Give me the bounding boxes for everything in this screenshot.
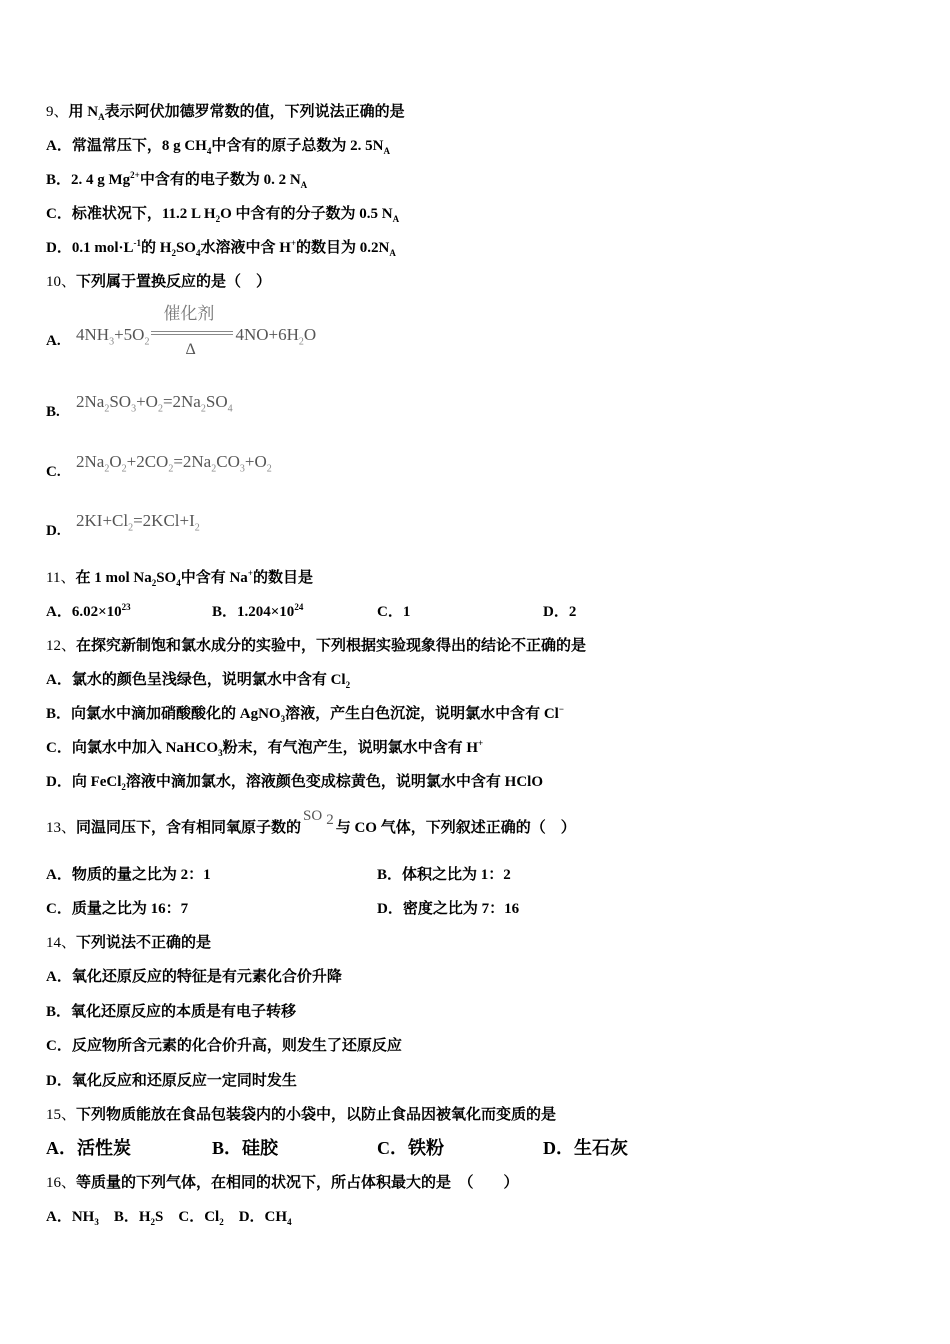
- text-segment: 9、: [46, 104, 69, 120]
- document-line: [46, 1036, 402, 1056]
- document-line: [46, 272, 271, 292]
- text-segment: A．常温常压下，8 g CH: [46, 138, 207, 154]
- text-segment: D．生石灰: [543, 1138, 628, 1158]
- text-segment: D．密度之比为 7：16: [377, 901, 520, 917]
- text-segment: S C．Cl: [155, 1209, 220, 1225]
- text-segment: =2Na: [173, 452, 212, 471]
- text-segment: O: [303, 325, 317, 344]
- text-segment: 下列属于置换反应的是（ ）: [76, 274, 272, 290]
- text-segment: A．6.02×10: [46, 604, 122, 620]
- subscript: 2: [104, 403, 110, 415]
- text-segment: +O: [244, 452, 267, 471]
- option-label: B.: [46, 404, 60, 420]
- text-segment: D．氧化反应和还原反应一定同时发生: [46, 1073, 297, 1089]
- document-line: [46, 304, 546, 359]
- document-line: [46, 670, 350, 690]
- heat-symbol: Δ: [185, 341, 196, 359]
- text-segment: SO: [303, 808, 323, 824]
- text-segment: A．氯水的颜色呈浅绿色，说明氯水中含有 Cl: [46, 672, 346, 688]
- reaction-condition-arrow: [151, 304, 233, 359]
- text-segment: O 中含有的分子数为 0.5 N: [220, 206, 393, 222]
- text-segment: +2CO: [126, 452, 169, 471]
- subscript: 3: [218, 748, 223, 758]
- text-segment: 等质量的下列气体，在相同的状况下，所占体积最大的是 （ ）: [76, 1175, 519, 1191]
- text-segment: 2Na: [76, 392, 105, 411]
- answer-option: [46, 865, 211, 885]
- subscript: A: [383, 146, 390, 156]
- subscript: 3: [280, 714, 286, 724]
- text-segment: B．体积之比为 1：2: [377, 867, 511, 883]
- supscript: +: [247, 568, 253, 578]
- document-line: [46, 1138, 846, 1160]
- supscript: 24: [294, 602, 304, 612]
- answer-option: [377, 1138, 444, 1160]
- document-line: [46, 1071, 297, 1091]
- text-segment: 2Na: [76, 452, 105, 471]
- text-segment: +O: [136, 392, 158, 411]
- text-segment: 12、: [46, 638, 77, 654]
- chemical-equation: [76, 304, 317, 359]
- subscript: 2: [266, 463, 272, 475]
- subscript: 4: [287, 1217, 292, 1227]
- chemical-equation: [76, 511, 200, 534]
- text-segment: 4NH: [76, 325, 110, 344]
- subscript: 3: [239, 463, 245, 475]
- subscript: 4: [195, 248, 201, 258]
- text-segment: 11、: [46, 570, 76, 586]
- subscript: 2: [157, 403, 163, 415]
- text-segment: 13、: [46, 820, 77, 836]
- document-line: [46, 102, 405, 122]
- text-segment: D．2: [543, 604, 577, 620]
- text-segment: A．氧化还原反应的特征是有元素化合价升降: [46, 969, 342, 985]
- text-segment: 中含有的电子数为 0. 2 N: [139, 172, 301, 188]
- text-segment: A．活性炭: [46, 1138, 131, 1158]
- answer-option: [46, 899, 188, 919]
- text-segment: 用 N: [68, 104, 99, 120]
- chemical-equation: [76, 392, 233, 415]
- document-line: [46, 602, 846, 624]
- subscript: 2: [121, 782, 126, 792]
- document-line: [46, 1002, 296, 1022]
- text-segment: 14、: [46, 935, 77, 951]
- text-segment: 溶液中滴加氯水，溶液颜色变成棕黄色，说明氯水中含有 HClO: [125, 774, 543, 790]
- text-segment: B．向氯水中滴加硝酸酸化的 AgNO: [46, 706, 281, 722]
- supscript: -1: [133, 238, 142, 248]
- text-segment: 2KI+Cl: [76, 511, 129, 530]
- text-segment: B．1.204×10: [212, 604, 295, 620]
- subscript: 2: [345, 680, 351, 690]
- subscript: 2: [200, 403, 206, 415]
- text-segment: 的数目是: [252, 570, 313, 586]
- document-line: [46, 238, 396, 258]
- subscript: A: [392, 214, 400, 224]
- text-segment: A．NH: [46, 1209, 95, 1225]
- subscript: 2: [194, 522, 200, 534]
- text-segment: 粉末，有气泡产生，说明氯水中含有 H: [222, 740, 479, 756]
- document-line: [46, 865, 846, 887]
- document-line: [46, 738, 483, 758]
- text-segment: 的数目为 0.2N: [296, 240, 390, 256]
- document-line: [46, 899, 846, 921]
- subscript: A: [300, 180, 308, 190]
- text-segment: SO: [175, 240, 196, 256]
- answer-option: [377, 602, 410, 622]
- document-line: [46, 204, 399, 224]
- text-segment: SO: [156, 570, 177, 586]
- text-segment: 中含有 Na: [180, 570, 248, 586]
- text-segment: =2KCl+I: [133, 511, 195, 530]
- text-segment: 10、: [46, 274, 77, 290]
- text-segment: C．铁粉: [377, 1138, 444, 1158]
- document-line: [46, 1207, 292, 1227]
- text-segment: 在 1 mol Na: [75, 570, 152, 586]
- text-segment: C．质量之比为 16：7: [46, 901, 189, 917]
- subscript: 2: [298, 336, 304, 348]
- text-segment: 下列物质能放在食品包装袋内的小袋中，以防止食品因被氧化而变质的是: [76, 1107, 557, 1123]
- text-segment: B．硅胶: [212, 1138, 279, 1158]
- document-line: [46, 1105, 556, 1125]
- answer-option: [377, 899, 519, 919]
- text-segment: 16、: [46, 1175, 77, 1191]
- subscript: 2: [171, 248, 176, 258]
- text-segment: C．反应物所含元素的化合价升高，则发生了还原反应: [46, 1038, 402, 1054]
- answer-option: [46, 602, 131, 622]
- text-segment: D．CH: [223, 1209, 288, 1225]
- document-line: [46, 772, 543, 792]
- answer-option: [377, 865, 511, 885]
- subscript: 3: [131, 403, 137, 415]
- text-segment: 中含有的原子总数为 2. 5N: [211, 138, 384, 154]
- text-segment: 与 CO 气体，下列叙述正确的（ ）: [335, 820, 576, 836]
- subscript: 2: [211, 463, 217, 475]
- subscript: 2: [128, 522, 134, 534]
- equals-double-bar: [151, 331, 233, 335]
- subscript: 4: [206, 146, 212, 156]
- supscript: +: [478, 738, 484, 748]
- supscript: +: [290, 238, 297, 248]
- text-segment: 水溶液中含 H: [200, 240, 291, 256]
- option-label: C.: [46, 464, 61, 480]
- text-segment: O: [109, 452, 122, 471]
- answer-option: [46, 1138, 131, 1160]
- supscript: 2+: [130, 170, 140, 180]
- text-segment: C．向氯水中加入 NaHCO: [46, 740, 219, 756]
- document-line: [46, 511, 546, 543]
- text-segment: 在探究新制饱和氯水成分的实验中，下列根据实验现象得出的结论不正确的是: [76, 638, 587, 654]
- text-segment: C．1: [377, 604, 411, 620]
- document-line: [46, 704, 564, 724]
- answer-option: [543, 1138, 628, 1160]
- subscript: 2: [104, 463, 110, 475]
- text-segment: 15、: [46, 1107, 77, 1123]
- subscript: 4: [227, 403, 233, 415]
- text-segment: +5O: [114, 325, 145, 344]
- answer-option: [543, 602, 576, 622]
- document-line: [46, 636, 586, 656]
- text-segment: CO: [216, 452, 240, 471]
- text-segment: B．2. 4 g Mg: [46, 172, 131, 188]
- subscript: 2: [144, 336, 150, 348]
- answer-option: [212, 1138, 278, 1160]
- document-line: [46, 392, 546, 424]
- supscript: −: [558, 704, 564, 714]
- document-line: [46, 933, 211, 953]
- option-label: D.: [46, 523, 61, 539]
- subscript: 2: [219, 1217, 224, 1227]
- document-line: [46, 967, 342, 987]
- text-segment: B．H: [98, 1209, 151, 1225]
- answer-option: [212, 602, 303, 622]
- document-line: [46, 808, 576, 838]
- text-segment: B．氧化还原反应的本质是有电子转移: [46, 1004, 297, 1020]
- document-line: [46, 136, 390, 156]
- chemical-equation: [76, 452, 272, 475]
- text-segment: =2Na: [162, 392, 201, 411]
- text-segment: SO: [205, 392, 228, 411]
- subscript: 4: [176, 578, 181, 588]
- subscript: 2: [121, 463, 127, 475]
- catalyst-label: 催化剂: [163, 304, 215, 324]
- subscript: A: [389, 248, 396, 258]
- subscript: 2: [151, 578, 157, 588]
- document-line: [46, 1173, 519, 1193]
- text-segment: D．0.1 mol·L: [46, 240, 134, 256]
- subscript: 3: [94, 1217, 99, 1227]
- subscript: 2: [215, 214, 221, 224]
- text-segment: 同温同压下，含有相同氧原子数的: [76, 820, 302, 836]
- subscript: 2: [150, 1217, 156, 1227]
- text-segment: SO: [109, 392, 132, 411]
- text-segment: 表示阿伏加德罗常数的值，下列说法正确的是: [104, 104, 405, 120]
- subscript: 2: [168, 463, 174, 475]
- supscript: 23: [121, 602, 131, 612]
- text-segment: 下列说法不正确的是: [76, 935, 212, 951]
- text-segment: 4NO+6H: [235, 325, 299, 344]
- text-segment: D．向 FeCl: [46, 774, 122, 790]
- subscript: 3: [109, 336, 115, 348]
- text-segment: C．标准状况下，11.2 L H: [46, 206, 216, 222]
- document-line: [46, 170, 307, 190]
- document-line: [46, 452, 546, 484]
- document-line: [46, 568, 313, 588]
- option-label: A.: [46, 333, 61, 349]
- subscript: 2: [326, 812, 334, 828]
- text-segment: A．物质的量之比为 2：1: [46, 867, 211, 883]
- text-segment: 溶液，产生白色沉淀，说明氯水中含有 Cl: [285, 706, 559, 722]
- subscript: A: [98, 112, 105, 122]
- text-segment: 的 H: [141, 240, 172, 256]
